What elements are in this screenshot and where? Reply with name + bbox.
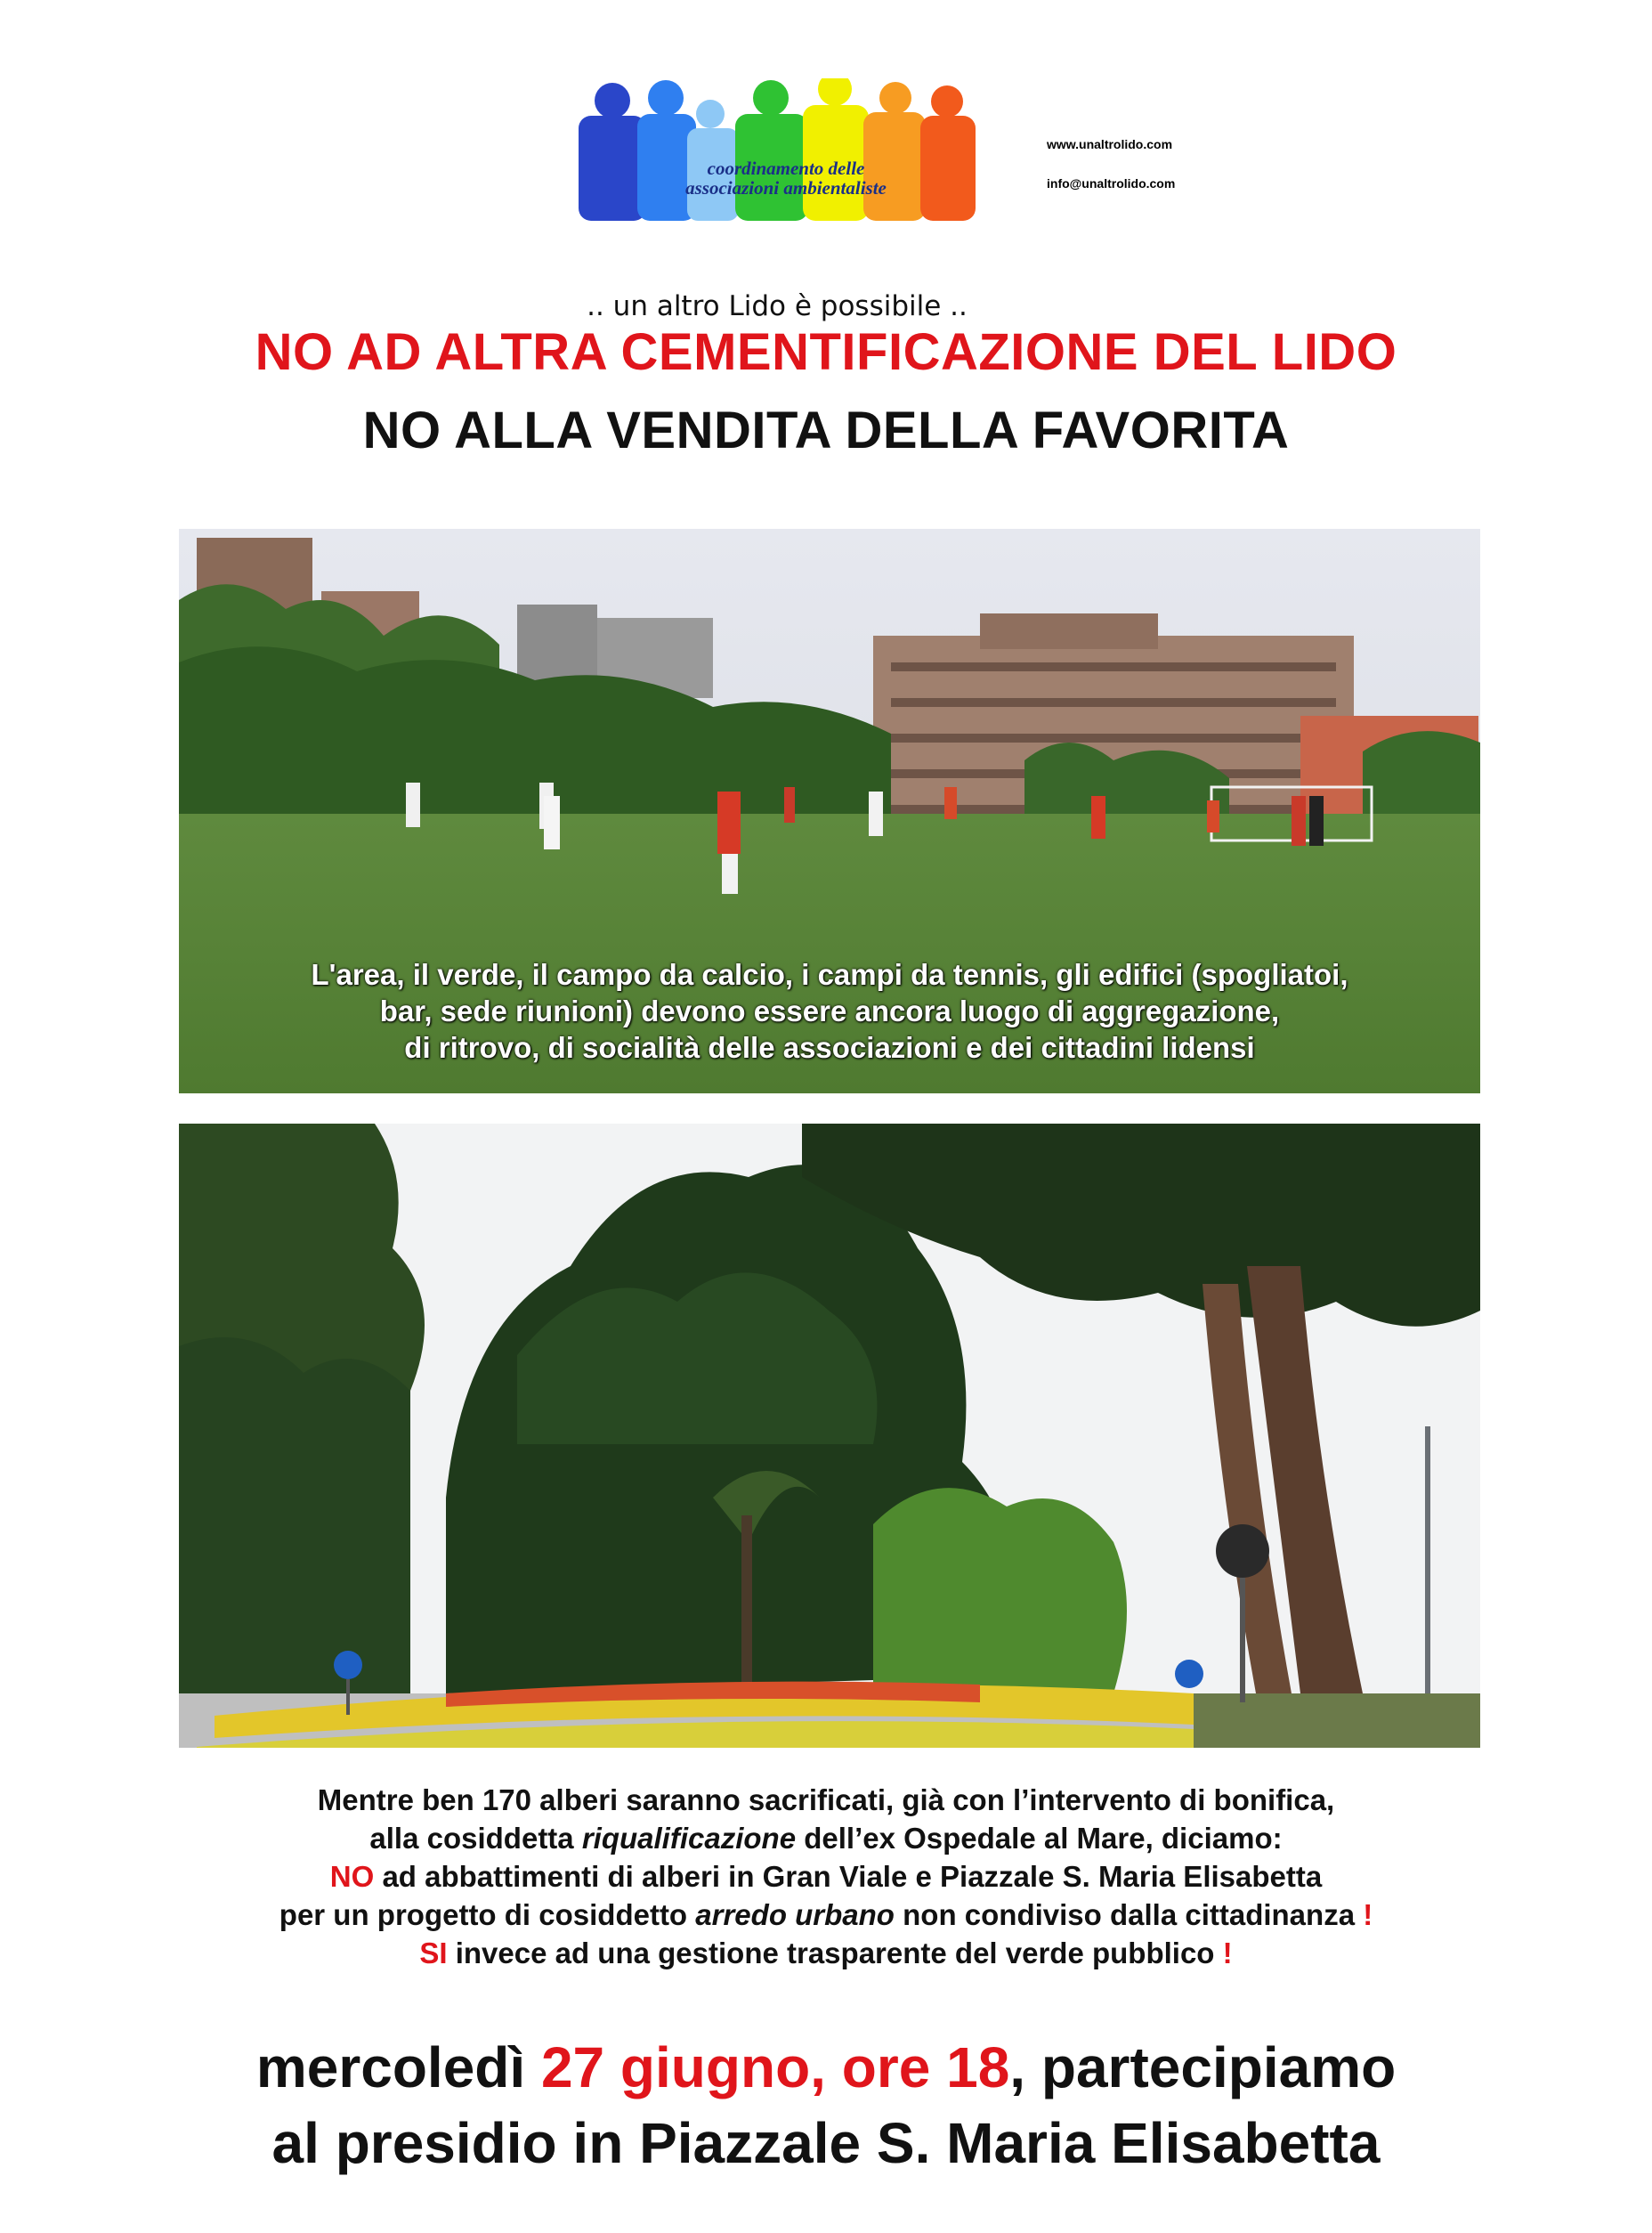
website-link[interactable]: www.unaltrolido.com (1047, 137, 1173, 151)
body-line-1 (0, 1781, 1652, 1819)
photo-piazzale-trees (179, 1124, 1480, 1748)
body-line-4-c: non condiviso dalla cittadinanza (894, 1898, 1364, 1931)
people-silhouettes-logo (577, 78, 977, 221)
body-line-3-text: ad abbattimenti di alberi in Gran Viale e Piazzale S. Maria Elisabetta (374, 1860, 1323, 1893)
silhouette-red-orange (920, 85, 976, 221)
photo-caption (179, 956, 1480, 1066)
event-line-1-rest: , partecipiamo (1009, 2035, 1397, 2099)
trees-image (179, 1124, 1480, 1748)
event-line-2: al presidio in Piazzale S. Maria Elisabetta (271, 2111, 1381, 2175)
photo-football-field (179, 529, 1480, 1093)
body-line-2 (0, 1819, 1652, 1857)
silhouette-blue-dark (579, 83, 646, 221)
event-day: mercoledì (255, 2035, 541, 2099)
event-announcement (0, 2030, 1652, 2181)
body-text (0, 1781, 1652, 1972)
event-line-1 (0, 2030, 1652, 2106)
exclamation-mark: ! (1363, 1898, 1373, 1931)
body-line-2-italic: riqualificazione (581, 1822, 797, 1855)
logo (577, 78, 977, 322)
body-line-2-c: dell’ex Ospedale al Mare, diciamo: (796, 1822, 1283, 1855)
body-line-2-a: alla cosiddetta (369, 1822, 582, 1855)
headline-favorita: NO ALLA VENDITA DELLA FAVORITA (362, 402, 1290, 459)
email-link[interactable]: info@unaltrolido.com (1047, 176, 1176, 191)
logo-line-1: coordinamento delle (707, 158, 865, 179)
no-highlight: NO (329, 1860, 375, 1893)
logo-tagline: .. un altro Lido è possibile .. (587, 290, 968, 322)
logo-line-2: associazioni ambientaliste (685, 177, 887, 199)
body-line-5-text: invece ad una gestione trasparente del verde pubblico (447, 1937, 1223, 1969)
body-line-4-italic: arredo urbano (695, 1898, 895, 1931)
body-line-5 (0, 1934, 1652, 1972)
body-line-4-a: per un progetto di cosiddetto (279, 1898, 696, 1931)
si-highlight: SI (419, 1937, 448, 1969)
event-date: 27 giugno, ore 18 (540, 2035, 1010, 2099)
body-line-1-text: Mentre ben 170 alberi saranno sacrificati, già con l’intervento di bonifica, (317, 1783, 1335, 1816)
exclamation-mark: ! (1222, 1937, 1233, 1969)
silhouette-green (735, 80, 808, 221)
body-line-3 (0, 1857, 1652, 1896)
silhouette-yellow (803, 78, 869, 221)
caption-line-3: di ritrovo, di socialità delle associazioni e dei cittadini lidensi (404, 1031, 1255, 1064)
silhouette-orange (863, 82, 926, 221)
caption-line-1: L'area, il verde, il campo da calcio, i campi da tennis, gli edifici (spogliatoi, (311, 958, 1348, 991)
headline-cementificazione: NO AD ALTRA CEMENTIFICAZIONE DEL LIDO (255, 323, 1397, 381)
body-line-4 (0, 1896, 1652, 1934)
contact-info (1047, 137, 1175, 215)
caption-line-2: bar, sede riunioni) devono essere ancora luogo di aggregazione, (379, 995, 1280, 1027)
